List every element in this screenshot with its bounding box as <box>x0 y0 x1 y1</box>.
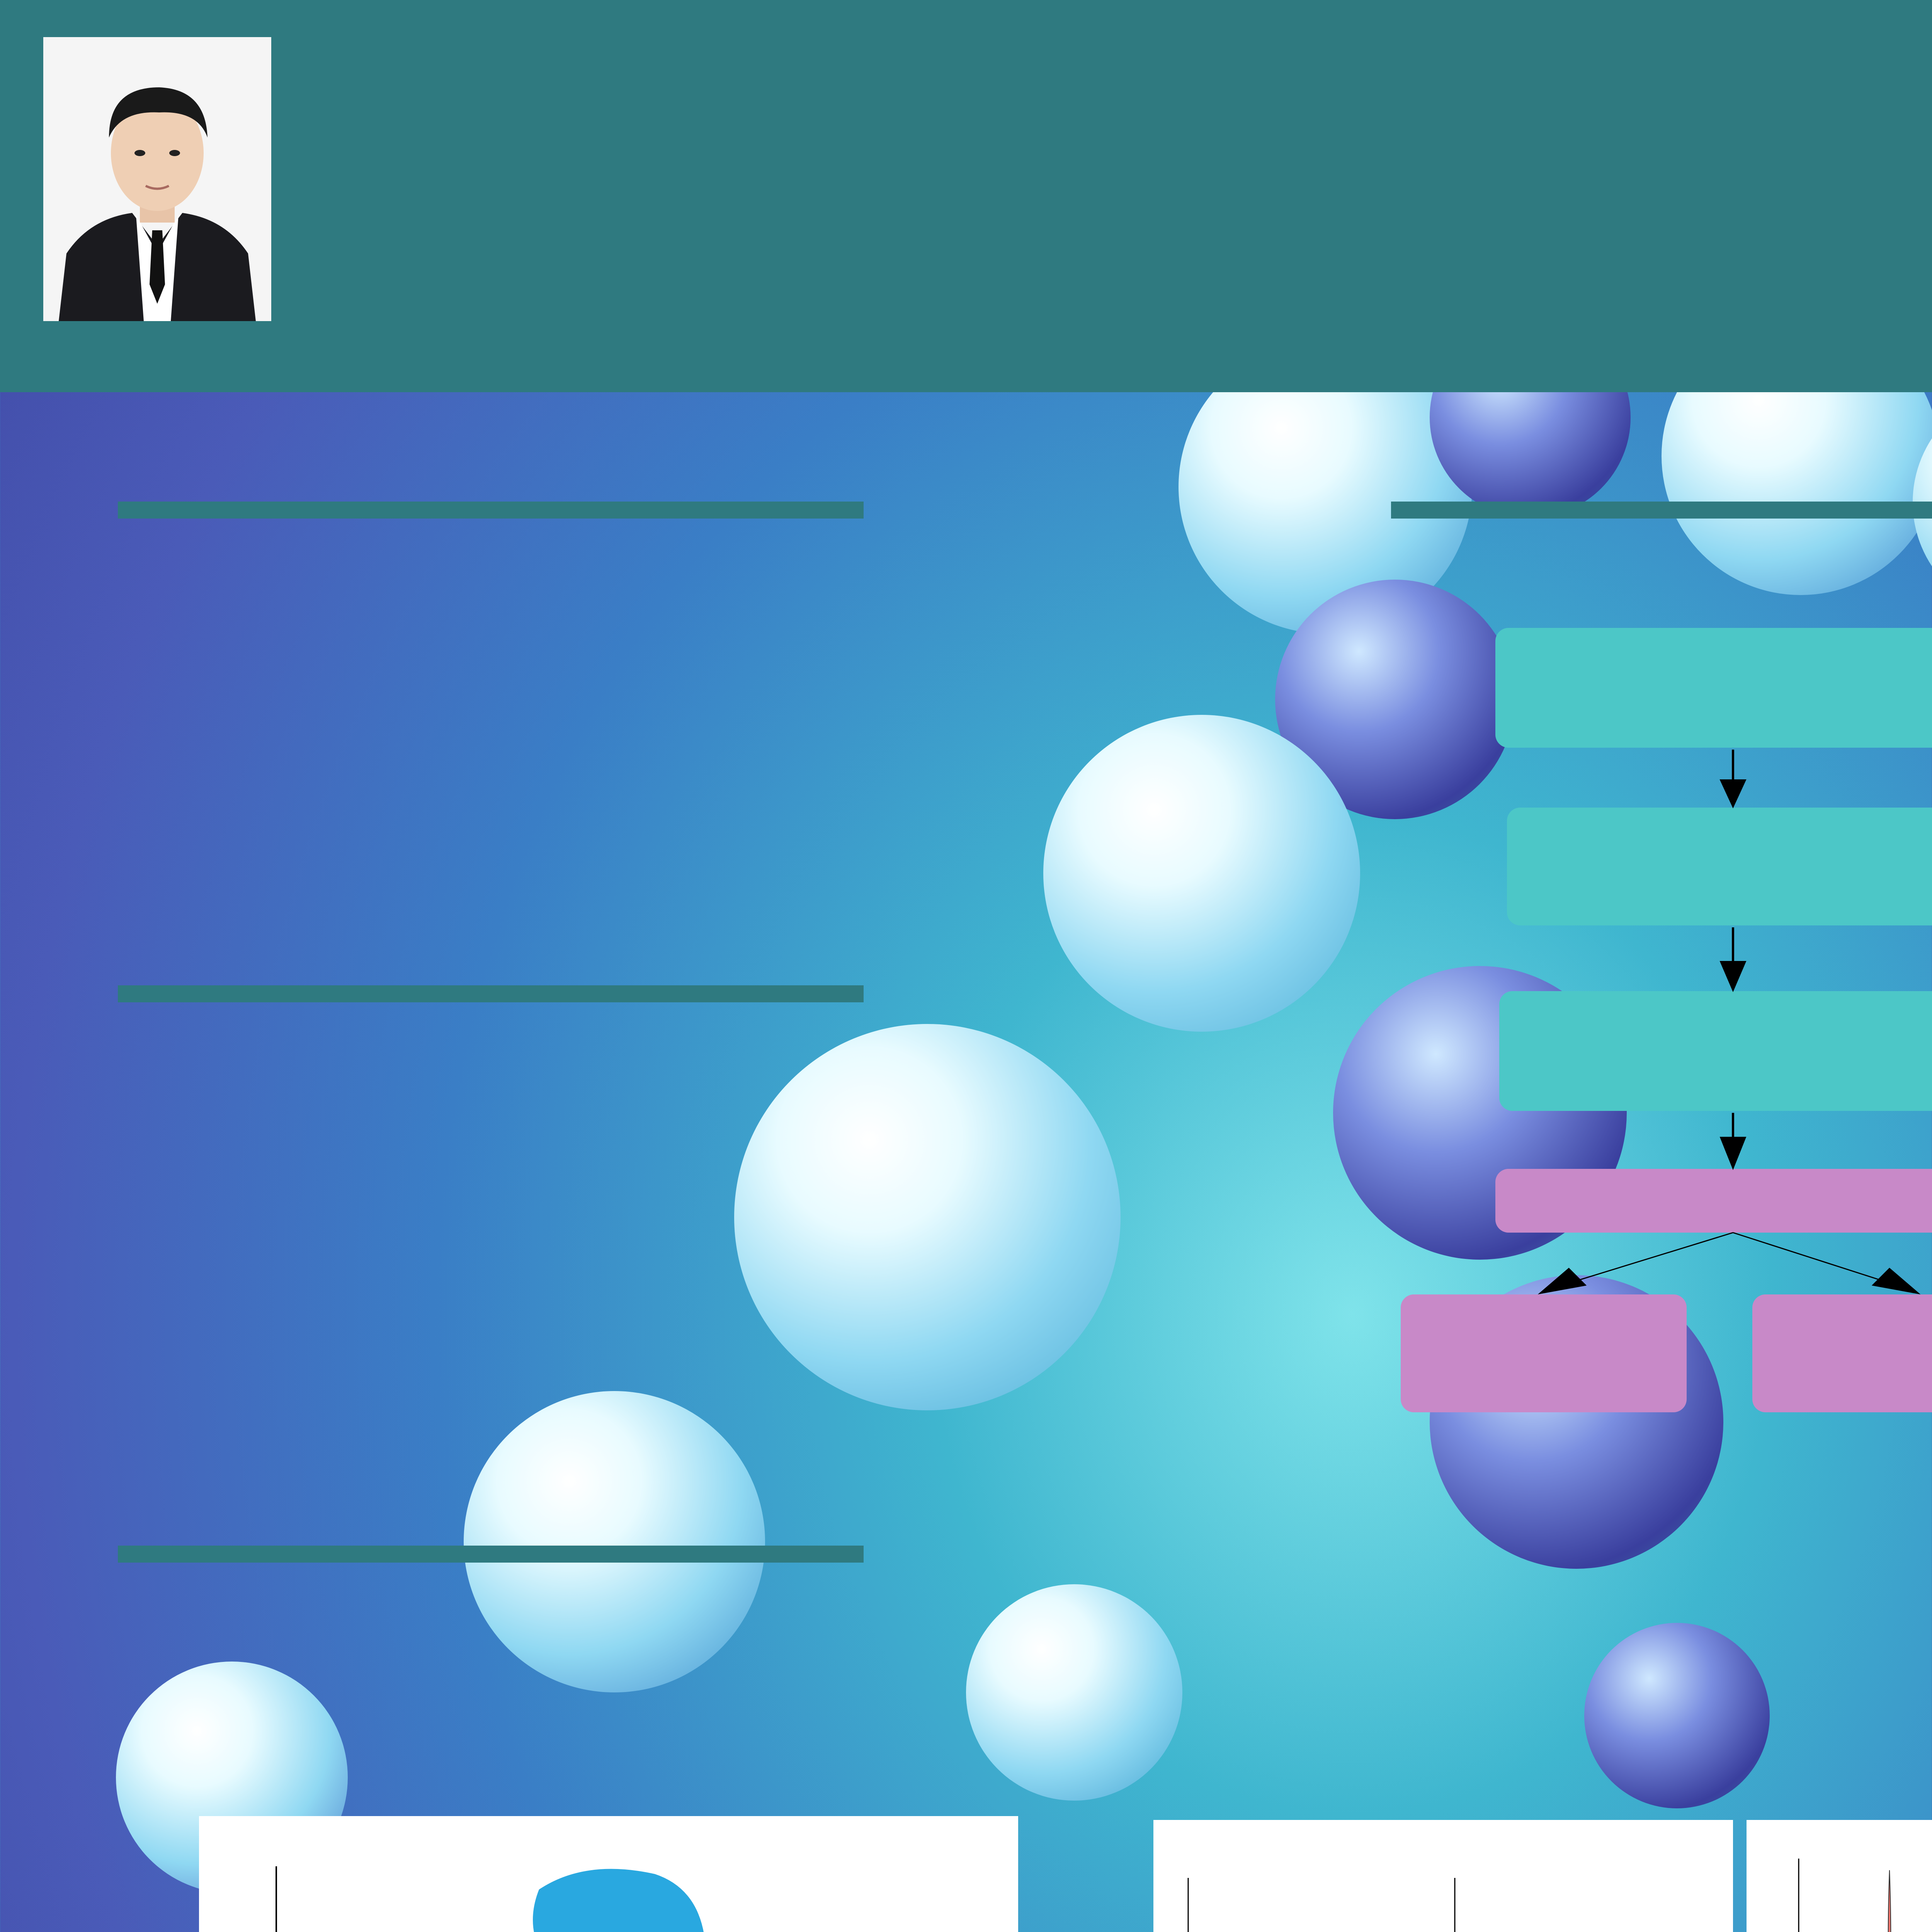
violin-plot-panel <box>1747 1820 1932 1932</box>
flow-title-bar <box>1391 502 1932 519</box>
methods-title-bar <box>118 985 864 1002</box>
purpose-title-bar <box>118 502 864 519</box>
feature-plot-panel <box>1153 1820 1733 1932</box>
violin-normal <box>1808 1870 1932 1932</box>
results-title-bar <box>118 1546 864 1563</box>
flow-step-collect <box>1495 628 1932 748</box>
author-photo <box>43 37 271 321</box>
umap-panel <box>199 1816 1018 1932</box>
flow-arrows <box>1391 734 1932 1314</box>
header-banner <box>0 0 1932 392</box>
